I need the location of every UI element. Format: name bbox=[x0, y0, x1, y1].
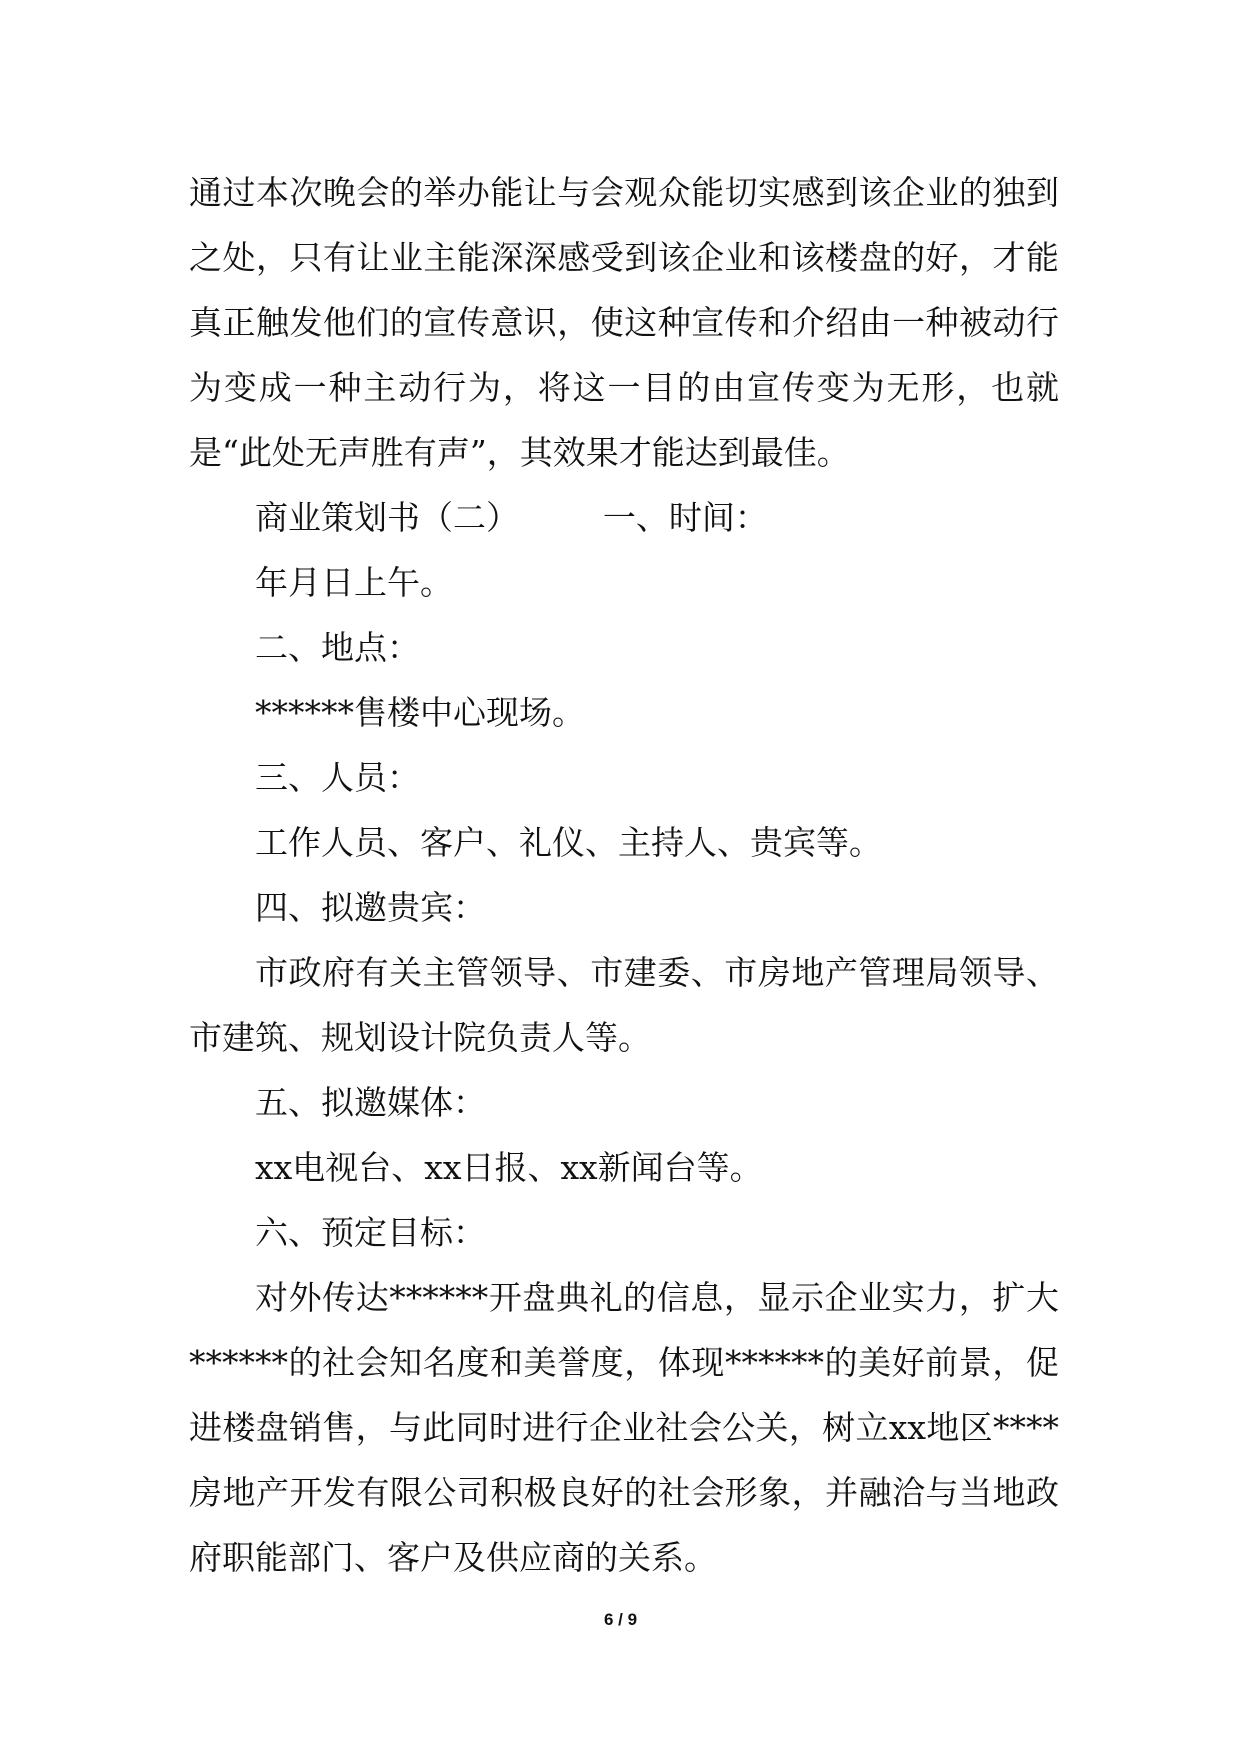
paragraph-guests-heading: 四、拟邀贵宾： bbox=[255, 888, 486, 927]
paragraph-media-value: xx电视台、xx日报、xx新闻台等。 bbox=[255, 1148, 763, 1187]
paragraph-plan-title-time: 商业策划书（二） 一、时间： bbox=[255, 498, 768, 537]
paragraph-location-heading: 二、地点： bbox=[255, 628, 420, 667]
page-number: 6 / 9 bbox=[603, 1610, 638, 1629]
paragraph-goals-heading: 六、预定目标： bbox=[255, 1213, 486, 1252]
paragraph-location-value: ******售楼中心现场。 bbox=[255, 693, 585, 732]
paragraph-continuation: 通过本次晚会的举办能让与会观众能切实感到该企业的独到之处，只有让业主能深深感受到该企业和该楼盘的好，才能真正触发他们的宣传意识，使这种宣传和介绍由一种被动行为变成一种主动行为，将这一目的由宣传变为无形，也就是“此处无声胜有声”，其效果才能达到最佳。 bbox=[189, 173, 1059, 472]
paragraph-time-value: 年月日上午。 bbox=[255, 563, 453, 602]
document-body bbox=[189, 160, 1059, 1590]
paragraph-personnel-heading: 三、人员： bbox=[255, 758, 420, 797]
paragraph-guests-value: 市政府有关主管领导、市建委、市房地产管理局领导、市建筑、规划设计院负责人等。 bbox=[189, 953, 1059, 1057]
paragraph-goals-value: 对外传达******开盘典礼的信息，显示企业实力，扩大******的社会知名度和美誉度，体现******的美好前景，促进楼盘销售，与此同时进行企业社会公关，树立xx地区****房地产开发有限公司积极良好的社会形象，并融洽与当地政府职能部门、客户及供应商的关系。 bbox=[189, 1278, 1059, 1577]
paragraph-media-heading: 五、拟邀媒体： bbox=[255, 1083, 486, 1122]
paragraph-personnel-value: 工作人员、客户、礼仪、主持人、贵宾等。 bbox=[255, 823, 882, 862]
